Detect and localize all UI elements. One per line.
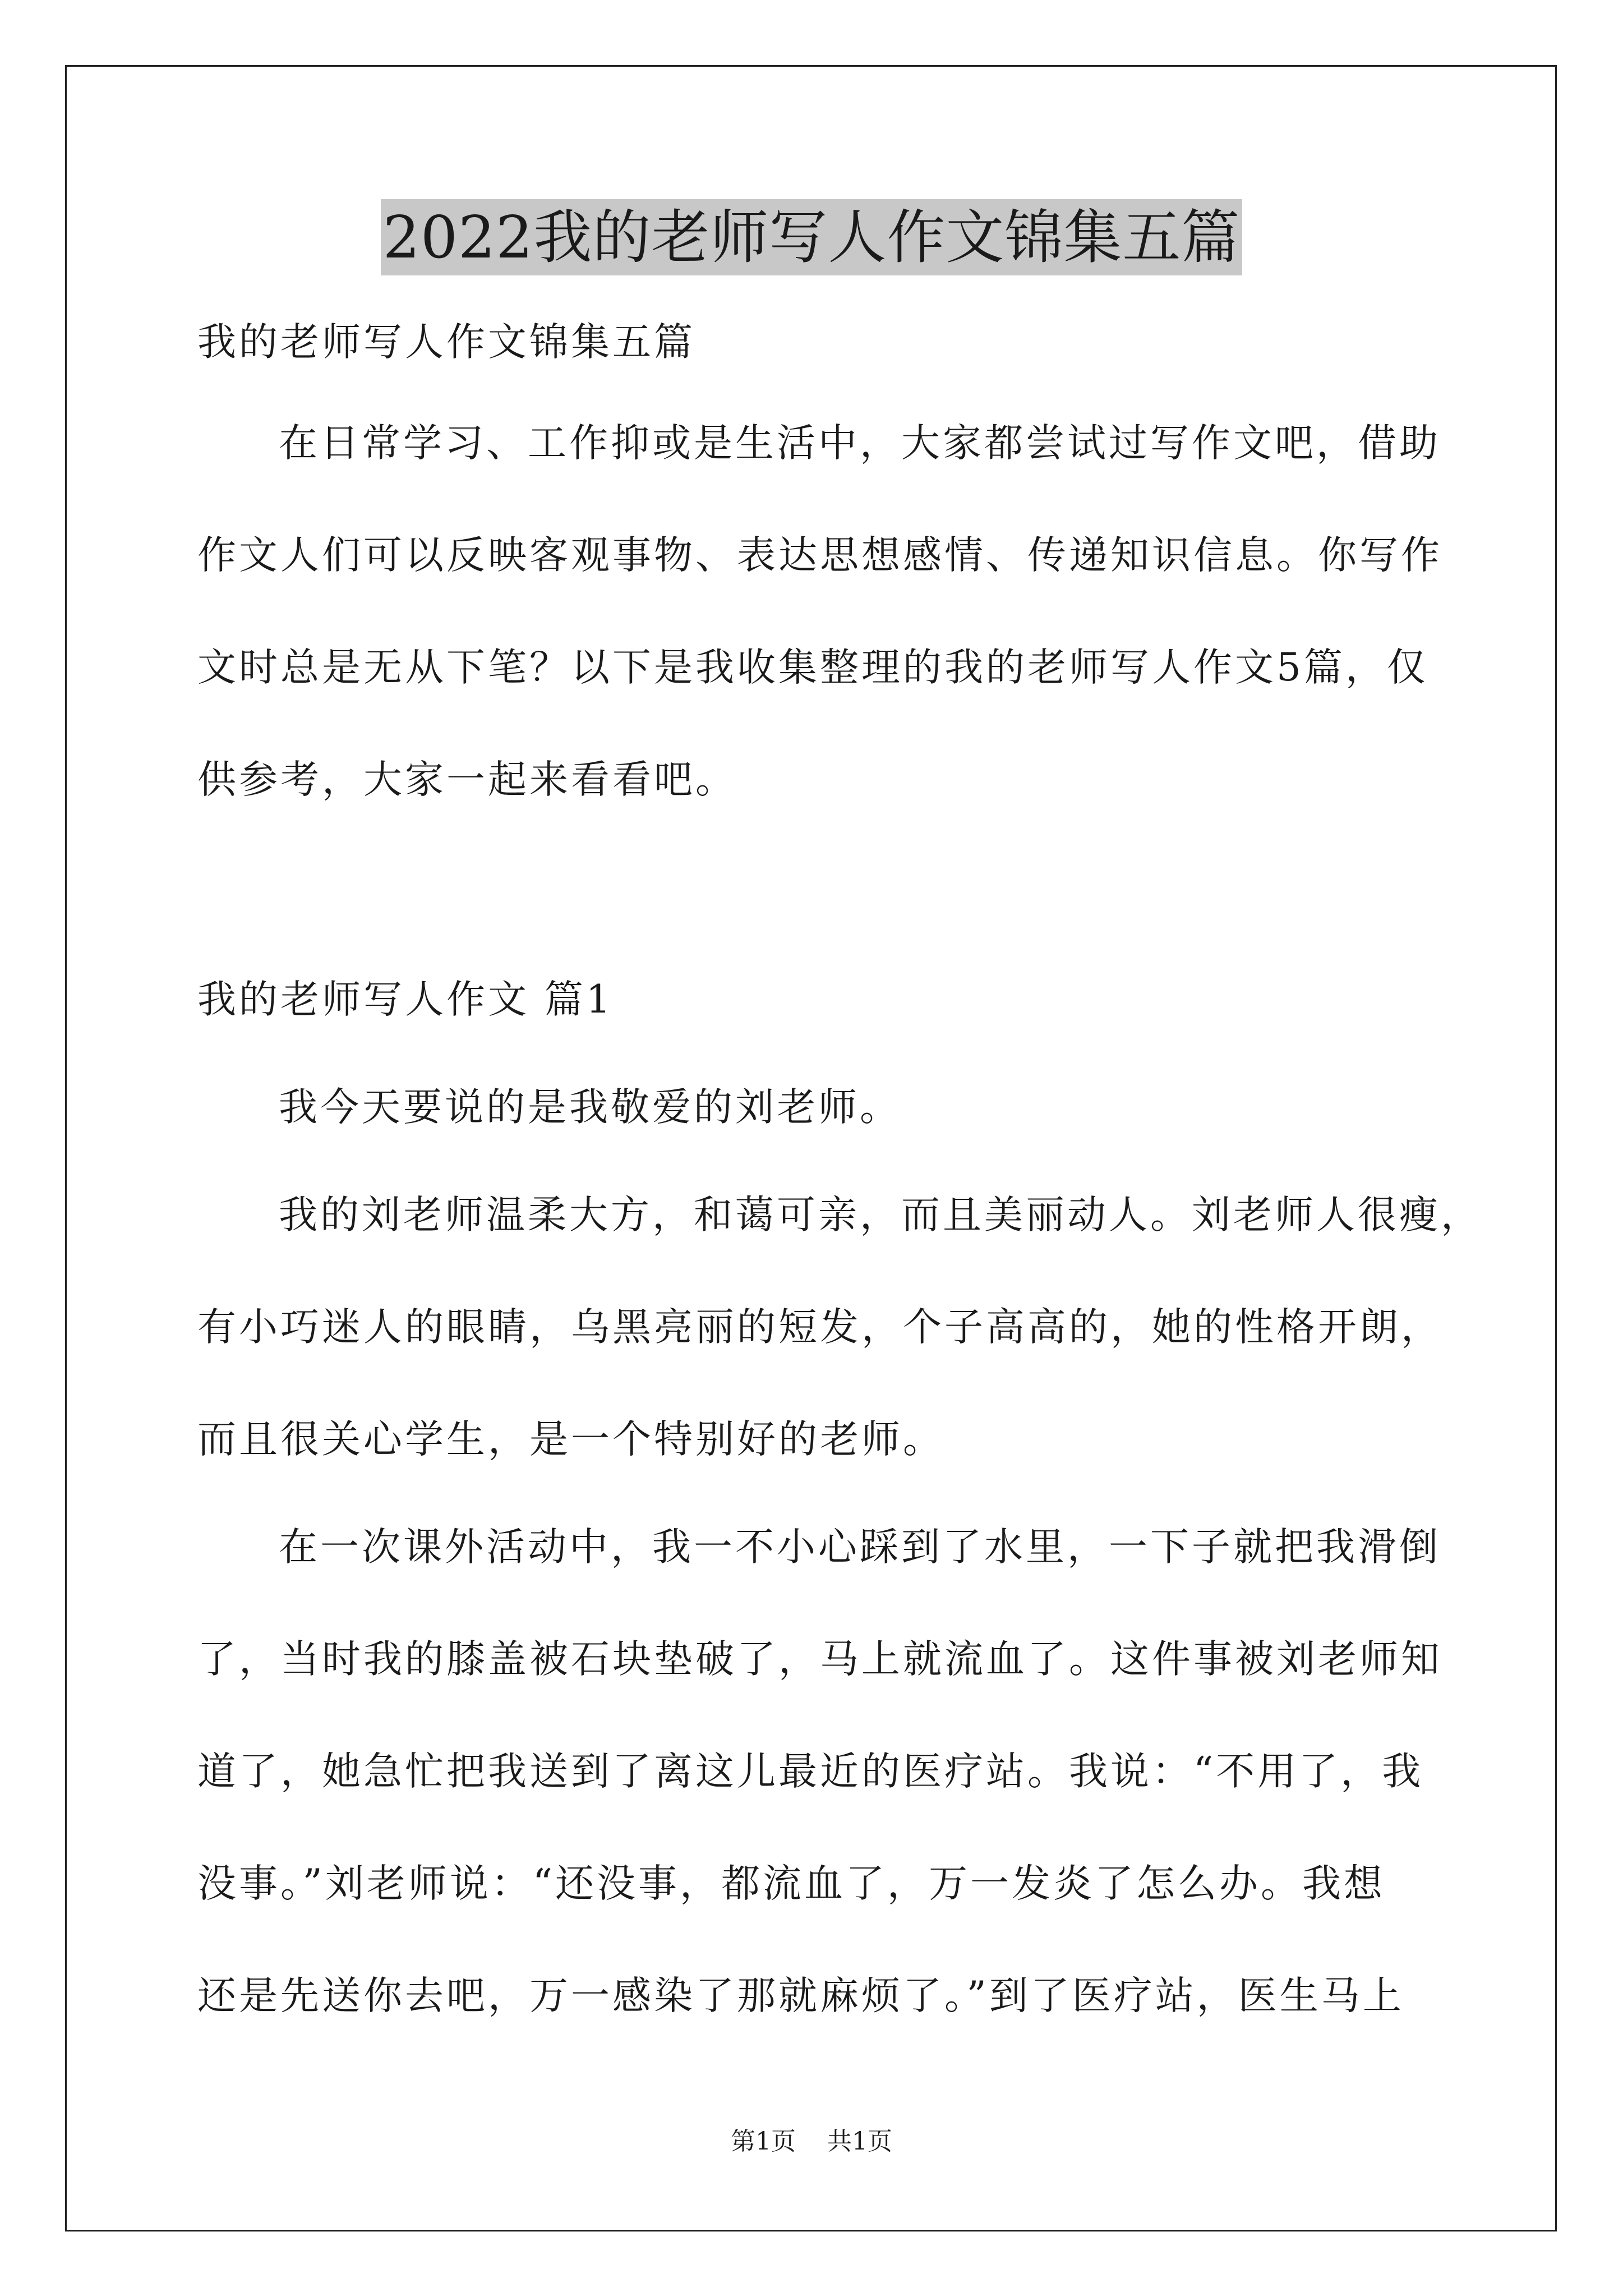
document-subtitle: 我的老师写人作文锦集五篇: [197, 320, 695, 365]
paragraph-line: 还是先送你去吧，万一感染了那就麻烦了。”到了医疗站，医生马上: [197, 1973, 1404, 2018]
paragraph-line: 了，当时我的膝盖被石块垫破了，马上就流血了。这件事被刘老师知: [197, 1637, 1442, 1682]
intro-line: 文时总是无从下笔？以下是我收集整理的我的老师写人作文5篇，仅: [197, 645, 1428, 690]
paragraph-3: [197, 1519, 1442, 2024]
page-number: 第1页: [731, 2127, 796, 2156]
paragraph-line: 而且很关心学生，是一个特别好的老师。: [197, 1417, 944, 1462]
intro-line: 在日常学习、工作抑或是生活中，大家都尝试过写作文吧，借助: [279, 421, 1441, 466]
page-footer: [0, 2125, 1623, 2159]
document-title: 2022我的老师写人作文锦集五篇: [381, 199, 1243, 275]
section-heading-block: [197, 972, 1431, 1028]
intro-line: 供参考，大家一起来看看吧。: [197, 757, 737, 802]
paragraph-1: [197, 1079, 1431, 1135]
spacer: [197, 859, 1431, 972]
intro-paragraph: [197, 415, 1442, 808]
paragraph-line: 道了，她急忙把我送到了离这儿最近的医疗站。我说：“不用了，我: [197, 1749, 1424, 1794]
paragraph-line: 有小巧迷人的眼睛，乌黑亮丽的短发，个子高高的，她的性格开朗，: [197, 1305, 1442, 1350]
intro-line: 作文人们可以反映客观事物、表达思想感情、传递知识信息。你写作: [197, 533, 1442, 578]
document-body: [197, 314, 1482, 2076]
paragraph-line: 我今天要说的是我敬爱的刘老师。: [279, 1085, 901, 1130]
paragraph-line: 没事。”刘老师说：“还没事，都流血了，万一发炎了怎么办。我想: [197, 1861, 1386, 1906]
paragraph-line: 在一次课外活动中，我一不小心踩到了水里，一下子就把我滑倒: [279, 1525, 1441, 1570]
page-total: 共1页: [827, 2127, 892, 2156]
title-container: [0, 199, 1623, 275]
section-heading: 我的老师写人作文 篇1: [197, 977, 614, 1022]
paragraph-line: 我的刘老师温柔大方，和蔼可亲，而且美丽动人。刘老师人很瘦，: [279, 1193, 1482, 1237]
paragraph-2: [197, 1187, 1482, 1467]
